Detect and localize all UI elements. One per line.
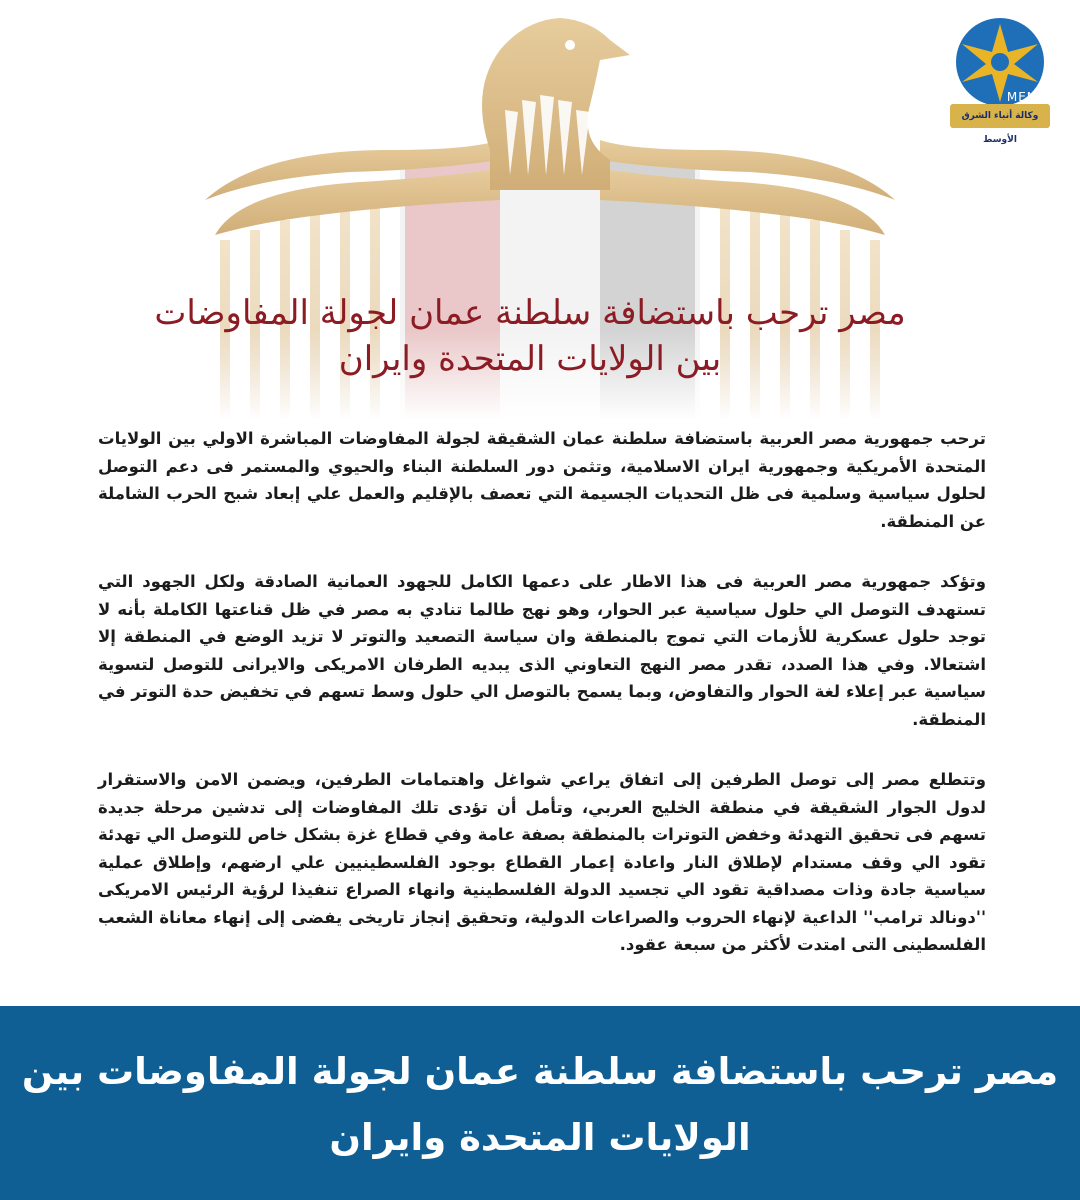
paragraph: وتتطلع مصر إلى توصل الطرفين إلى اتفاق يراعي شواغل واهتمامات الطرفين، ويضمن الامن والاستقرار لدول الجوار الشقيقة في منطقة الخليج العربي، وتأمل أن تؤدى تلك المفاوضات إلى تدشين مرحلة جديدة تسهم فى تحقيق التهدئة وخفض التوترات بالمنطقة بصفة عامة وفي قطاع غزة بشكل خاص للتوصل الي تهدئة تقود الي وقف مستدام لإطلاق النار واعادة إعمار القطاع بوجود الفلسطينيين علي ارضهم، وإطلاق عملية سياسية جادة وذات مصداقية تقود الي تجسيد الدولة الفلسطينية وانهاء الصراع تنفيذا لرؤية الرئيس الامريكى ''دونالد ترامب'' الداعية لإنهاء الحروب والصراعات الدولية، وتحقيق إنجاز تاريخى يفضى إلى إنهاء معاناة الشعب الفلسطينى التى امتدت لأكثر من سبعة عقود. [98, 770, 986, 954]
headline-line-2: بين الولايات المتحدة وايران [338, 339, 722, 379]
logo-mark-text: MENA [1006, 90, 1046, 104]
paragraph: وتؤكد جمهورية مصر العربية فى هذا الاطار على دعمها الكامل للجهود العمانية الصادقة ولكل الجهود التي تستهدف التوصل الي حلول سياسية عبر الحوار، وهو نهج طالما تنادي به مصر في ظل قناعتها الكاملة بأنه لا توجد حلول عسكرية للأزمات التي تموج بالمنطقة وان سياسة التصعيد والتوتر لا تزيد الوضع في المنطقة إلا اشتعالا. وفي هذا الصدد، تقدر مصر النهج التعاوني الذى يبديه الطرفان الامريكى والايرانى للتوصل لتسوية سياسية عبر إعلاء لغة الحوار والتفاوض، وبما يسمح بالتوصل الي حلول وسط تسهم في تخفيض حدة التوتر في المنطقة. [98, 572, 986, 729]
paragraph: ترحب جمهورية مصر العربية باستضافة سلطنة عمان الشقيقة لجولة المفاوضات المباشرة الاولي بين الولايات المتحدة الأمريكية وجمهورية ايران الاسلامية، وتثمن دور السلطنة البناء والحيوي والمستمر فى دعم التوصل لحلول سياسية وسلمية فى ظل التحديات الجسيمة التي تعصف بالإقليم والعمل علي إبعاد شبح الحرب الشاملة عن المنطقة. [98, 429, 986, 531]
headline-line-1: مصر ترحب باستضافة سلطنة عمان لجولة المفاوضات [154, 293, 906, 333]
footer-line-1: مصر ترحب باستضافة سلطنة عمان لجولة المفاوضات بين [21, 1050, 1059, 1093]
footer-line-2: الولايات المتحدة وايران [329, 1116, 751, 1159]
mena-logo [950, 14, 1050, 145]
logo-ribbon-text: وكالة أنباء الشرق الأوسط [950, 104, 1050, 128]
headline [90, 290, 970, 382]
statement-body [98, 425, 986, 992]
footer-banner [0, 1006, 1080, 1200]
